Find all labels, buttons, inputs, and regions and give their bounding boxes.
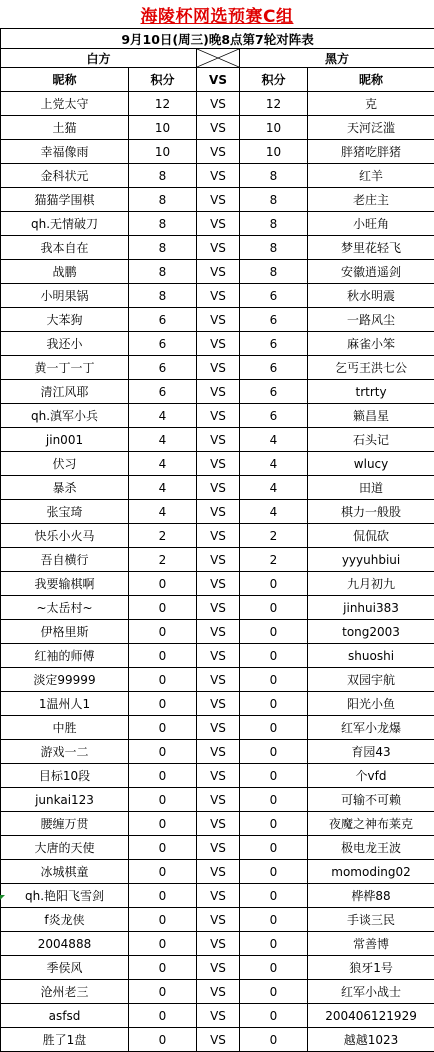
white-player-name: 我本自在 [1,236,129,260]
vs-label: VS [197,428,240,452]
white-player-name: 战鹏 [1,260,129,284]
white-player-name: 大唐的天使 [1,836,129,860]
table-row [1,860,434,884]
vs-label: VS [197,284,240,308]
black-player-score: 6 [240,356,308,380]
col-header-black-score: 积分 [240,68,308,92]
black-player-name: wlucy [308,452,434,476]
white-player-score: 0 [129,740,197,764]
black-player-score: 0 [240,812,308,836]
white-player-score: 4 [129,428,197,452]
white-player-name: 猫猫学围棋 [1,188,129,212]
black-player-score: 0 [240,764,308,788]
white-player-score: 12 [129,92,197,116]
vs-label: VS [197,188,240,212]
table-row [1,428,434,452]
vs-label: VS [197,140,240,164]
black-player-score: 0 [240,932,308,956]
black-player-score: 0 [240,1028,308,1052]
black-player-name: 一路风尘 [308,308,434,332]
black-player-score: 0 [240,740,308,764]
black-player-name: 双园宇航 [308,668,434,692]
table-row [1,716,434,740]
white-player-score: 0 [129,788,197,812]
white-player-score: 0 [129,980,197,1004]
white-player-name: 小明果锅 [1,284,129,308]
vs-label: VS [197,524,240,548]
black-player-score: 0 [240,884,308,908]
vs-label: VS [197,212,240,236]
table-row [1,308,434,332]
table-row [1,980,434,1004]
vs-label: VS [197,356,240,380]
black-player-name: 阳光小鱼 [308,692,434,716]
table-row [1,236,434,260]
col-header-white-name: 昵称 [1,68,129,92]
black-player-score: 0 [240,860,308,884]
black-player-name: 红羊 [308,164,434,188]
white-player-score: 10 [129,116,197,140]
black-player-score: 8 [240,188,308,212]
black-player-name: 小旺角 [308,212,434,236]
white-player-name: 1温州人1 [1,692,129,716]
title-row [0,0,434,28]
white-player-score: 0 [129,644,197,668]
table-row [1,356,434,380]
white-player-score: 8 [129,284,197,308]
black-player-score: 2 [240,524,308,548]
table-row [1,788,434,812]
table-row [1,956,434,980]
black-player-name: 棋力一般股 [308,500,434,524]
table-row [1,284,434,308]
black-player-name: 克 [308,92,434,116]
black-player-name: 胖猪吃胖猪 [308,140,434,164]
table-row [1,620,434,644]
white-player-score: 8 [129,212,197,236]
table-row [1,140,434,164]
black-player-name: 夜魔之神布莱克 [308,812,434,836]
vs-label: VS [197,596,240,620]
vs-label: VS [197,236,240,260]
black-player-score: 0 [240,596,308,620]
black-player-score: 6 [240,332,308,356]
black-player-name: 育园43 [308,740,434,764]
vs-label: VS [197,260,240,284]
white-player-score: 0 [129,908,197,932]
white-player-name: ~太岳村~ [1,596,129,620]
white-player-score: 0 [129,764,197,788]
black-player-score: 4 [240,428,308,452]
white-player-score: 0 [129,716,197,740]
white-player-name: 沧州老三 [1,980,129,1004]
black-player-name: 狼牙1号 [308,956,434,980]
white-player-score: 8 [129,260,197,284]
subtitle-row [1,29,434,49]
white-player-name: qh.艳阳飞雪剑 [1,884,129,908]
pairing-table [0,28,434,1052]
table-row [1,836,434,860]
white-player-score: 8 [129,188,197,212]
black-player-name: 田道 [308,476,434,500]
black-player-name: 乞丐王洪七公 [308,356,434,380]
table-row [1,1028,434,1052]
black-player-score: 6 [240,380,308,404]
black-player-name: 老庄主 [308,188,434,212]
vs-label: VS [197,764,240,788]
table-row [1,740,434,764]
black-player-score: 0 [240,836,308,860]
white-player-score: 8 [129,236,197,260]
black-player-score: 10 [240,116,308,140]
vs-label: VS [197,500,240,524]
vs-label: VS [197,740,240,764]
black-player-name: 200406121929 [308,1004,434,1028]
vs-label: VS [197,884,240,908]
table-row [1,572,434,596]
black-player-score: 0 [240,668,308,692]
black-player-score: 0 [240,788,308,812]
table-row [1,260,434,284]
white-player-score: 4 [129,404,197,428]
black-player-score: 0 [240,620,308,644]
white-player-name: 清江风耶 [1,380,129,404]
black-player-name: 九月初九 [308,572,434,596]
table-row [1,212,434,236]
table-row [1,764,434,788]
black-player-score: 8 [240,236,308,260]
black-player-name: momoding02 [308,860,434,884]
white-player-score: 0 [129,932,197,956]
vs-label: VS [197,572,240,596]
white-player-name: asfsd [1,1004,129,1028]
white-player-score: 0 [129,1004,197,1028]
black-player-name: 红军小龙爆 [308,716,434,740]
vs-label: VS [197,692,240,716]
white-player-score: 0 [129,860,197,884]
white-player-score: 6 [129,380,197,404]
white-player-name: 季侯风 [1,956,129,980]
white-player-name: 伏习 [1,452,129,476]
white-player-score: 4 [129,476,197,500]
white-player-name: qh.无情破刀 [1,212,129,236]
table-row [1,164,434,188]
vs-label: VS [197,908,240,932]
table-row [1,500,434,524]
black-player-name: jinhui383 [308,596,434,620]
round-subtitle: 9月10日(周三)晚8点第7轮对阵表 [1,29,434,49]
white-player-name: 金科状元 [1,164,129,188]
column-header-row [1,68,434,92]
white-player-name: 2004888 [1,932,129,956]
white-player-score: 0 [129,1028,197,1052]
white-player-name: 腰缠万贯 [1,812,129,836]
table-row [1,92,434,116]
table-row [1,116,434,140]
vs-label: VS [197,812,240,836]
black-player-score: 8 [240,212,308,236]
table-row [1,548,434,572]
vs-label: VS [197,644,240,668]
black-player-score: 6 [240,308,308,332]
black-player-score: 12 [240,92,308,116]
table-row [1,332,434,356]
table-row [1,188,434,212]
vs-label: VS [197,452,240,476]
black-player-name: trtrty [308,380,434,404]
white-player-score: 0 [129,692,197,716]
vs-label: VS [197,164,240,188]
vs-label: VS [197,932,240,956]
white-player-score: 0 [129,620,197,644]
table-row [1,908,434,932]
vs-label: VS [197,404,240,428]
black-player-score: 0 [240,716,308,740]
black-player-score: 4 [240,452,308,476]
black-player-score: 8 [240,260,308,284]
black-player-name: 籁昌星 [308,404,434,428]
side-header-row [1,49,434,68]
black-player-score: 8 [240,164,308,188]
col-header-vs: VS [197,68,240,92]
black-player-name: 常善博 [308,932,434,956]
black-player-name: 麻雀小笨 [308,332,434,356]
table-row [1,404,434,428]
white-player-score: 0 [129,596,197,620]
black-player-name: 侃侃砍 [308,524,434,548]
diagonal-cross-icon [197,49,239,67]
black-player-score: 0 [240,572,308,596]
black-side-label: 黑方 [240,49,434,68]
black-player-score: 0 [240,1004,308,1028]
vs-label: VS [197,716,240,740]
white-player-score: 4 [129,452,197,476]
vs-label: VS [197,380,240,404]
white-player-name: 目标10段 [1,764,129,788]
vs-label: VS [197,1004,240,1028]
white-player-score: 6 [129,332,197,356]
table-row [1,932,434,956]
white-player-name: 我还小 [1,332,129,356]
white-player-name: 上党太守 [1,92,129,116]
white-player-score: 8 [129,164,197,188]
black-player-name: 安徽逍遥剑 [308,260,434,284]
white-player-score: 4 [129,500,197,524]
white-player-name: 淡定99999 [1,668,129,692]
table-row [1,1004,434,1028]
black-player-score: 10 [240,140,308,164]
white-player-name: 快乐小火马 [1,524,129,548]
table-row [1,476,434,500]
black-player-score: 0 [240,692,308,716]
black-player-name: 秋水明震 [308,284,434,308]
white-player-name: 冰城棋童 [1,860,129,884]
black-player-name: shuoshi [308,644,434,668]
vs-label: VS [197,92,240,116]
black-player-name: 桦桦88 [308,884,434,908]
table-row [1,692,434,716]
white-player-name: 吾自横行 [1,548,129,572]
white-player-score: 0 [129,572,197,596]
vs-label: VS [197,332,240,356]
vs-label: VS [197,1028,240,1052]
white-player-name: f炎龙侠 [1,908,129,932]
vs-label: VS [197,668,240,692]
black-player-score: 6 [240,404,308,428]
black-player-score: 0 [240,908,308,932]
white-player-name: 游戏一二 [1,740,129,764]
table-row [1,668,434,692]
black-player-name: 石头记 [308,428,434,452]
white-player-name: 大苯狗 [1,308,129,332]
white-player-score: 10 [129,140,197,164]
table-row [1,884,434,908]
white-player-name: qh.滇军小兵 [1,404,129,428]
white-player-name: 中胜 [1,716,129,740]
black-player-score: 0 [240,956,308,980]
black-player-score: 4 [240,500,308,524]
vs-label: VS [197,836,240,860]
vs-label: VS [197,476,240,500]
table-row [1,380,434,404]
pairing-table-body [1,29,434,1052]
vs-label: VS [197,548,240,572]
white-player-score: 6 [129,308,197,332]
white-player-score: 0 [129,668,197,692]
black-player-name: 天河泛滥 [308,116,434,140]
white-player-name: 红袖的师傅 [1,644,129,668]
black-player-score: 0 [240,980,308,1004]
diagonal-cross-cell [197,49,240,68]
black-player-name: yyyuhbiui [308,548,434,572]
table-row [1,812,434,836]
white-player-name: 土猫 [1,116,129,140]
black-player-name: 越越1023 [308,1028,434,1052]
vs-label: VS [197,956,240,980]
black-player-name: 极电龙王波 [308,836,434,860]
black-player-name: 红军小战士 [308,980,434,1004]
vs-label: VS [197,620,240,644]
vs-label: VS [197,308,240,332]
vs-label: VS [197,116,240,140]
white-player-score: 2 [129,524,197,548]
white-player-name: 伊格里斯 [1,620,129,644]
white-player-name: 我要输棋啊 [1,572,129,596]
black-player-name: 可输不可赖 [308,788,434,812]
white-player-name: junkai123 [1,788,129,812]
white-player-score: 6 [129,356,197,380]
white-player-score: 2 [129,548,197,572]
white-player-name: 黄一丁一丁 [1,356,129,380]
black-player-score: 2 [240,548,308,572]
black-player-score: 4 [240,476,308,500]
vs-label: VS [197,980,240,1004]
white-side-label: 白方 [1,49,197,68]
white-player-name: 暴杀 [1,476,129,500]
table-row [1,644,434,668]
white-player-name: jin001 [1,428,129,452]
black-player-name: 梦里花轻飞 [308,236,434,260]
white-player-score: 0 [129,812,197,836]
white-player-name: 胜了1盘 [1,1028,129,1052]
white-player-name: 张宝琦 [1,500,129,524]
vs-label: VS [197,860,240,884]
cell-comment-marker [0,895,5,900]
table-row [1,524,434,548]
black-player-name: 个vfd [308,764,434,788]
black-player-score: 0 [240,644,308,668]
white-player-name: 幸福像雨 [1,140,129,164]
vs-label: VS [197,788,240,812]
page-title: 海陵杯网选预赛C组 [141,2,294,27]
col-header-black-name: 昵称 [308,68,434,92]
white-player-score: 0 [129,836,197,860]
white-player-score: 0 [129,884,197,908]
table-row [1,596,434,620]
black-player-score: 6 [240,284,308,308]
black-player-name: 手谈三民 [308,908,434,932]
table-row [1,452,434,476]
col-header-white-score: 积分 [129,68,197,92]
white-player-score: 0 [129,956,197,980]
black-player-name: tong2003 [308,620,434,644]
